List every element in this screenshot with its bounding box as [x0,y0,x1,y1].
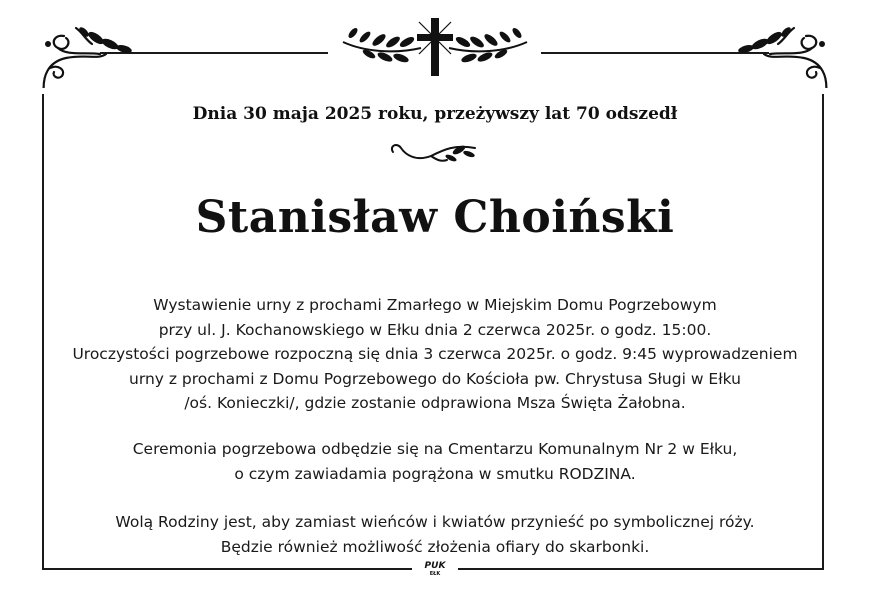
text-line: przy ul. J. Kochanowskiego w Ełku dnia 2 czerwca 2025r. o godz. 15:00. [158,320,712,339]
ceremony-paragraph [0,437,870,486]
corner-flourish-left-icon [36,16,146,88]
text-line: Wystawienie urny z prochami Zmarłego w Miejskim Domu Pogrzebowym [153,296,717,314]
text-line: urny z prochami z Domu Pogrzebowego do Kościoła pw. Chrystusa Sługi w Ełku [129,369,741,388]
funeral-details-paragraph [0,293,870,416]
puk-logo [412,562,458,580]
death-date-line: Dnia 30 maja 2025 roku, przeżywszy lat 70 odszedł [192,104,678,124]
cross-with-laurel-icon [335,12,535,82]
text-line: /oś. Konieczki/, gdzie zostanie odprawiona Msza Święta Żałobna. [184,394,686,412]
text-line: Uroczystości pogrzebowe rozpoczną się dnia 3 czerwca 2025r. o godz. 9:45 wyprowadzeniem [72,345,798,363]
text-line: Ceremonia pogrzebowa odbędzie się na Cmentarzu Komunalnym Nr 2 w Ełku, [132,440,738,458]
text-line: Wolą Rodziny jest, aby zamiast wieńców i kwiatów przynieść po symbolicznej róży. [115,513,755,531]
text-line: Będzie również możliwość złożenia ofiary do skarbonki. [220,537,650,556]
cross-icon [431,18,439,76]
corner-flourish-right-icon [724,16,834,88]
logo-sub-text: EŁK [429,571,441,577]
text-line: o czym zawiadamia pogrążona w smutku RODZINA. [234,464,636,483]
swirl-leaf-divider-icon [385,140,485,168]
family-wish-paragraph [0,510,870,559]
logo-main-text: PUK [424,561,446,571]
deceased-name: Stanisław Choiński [195,192,675,243]
